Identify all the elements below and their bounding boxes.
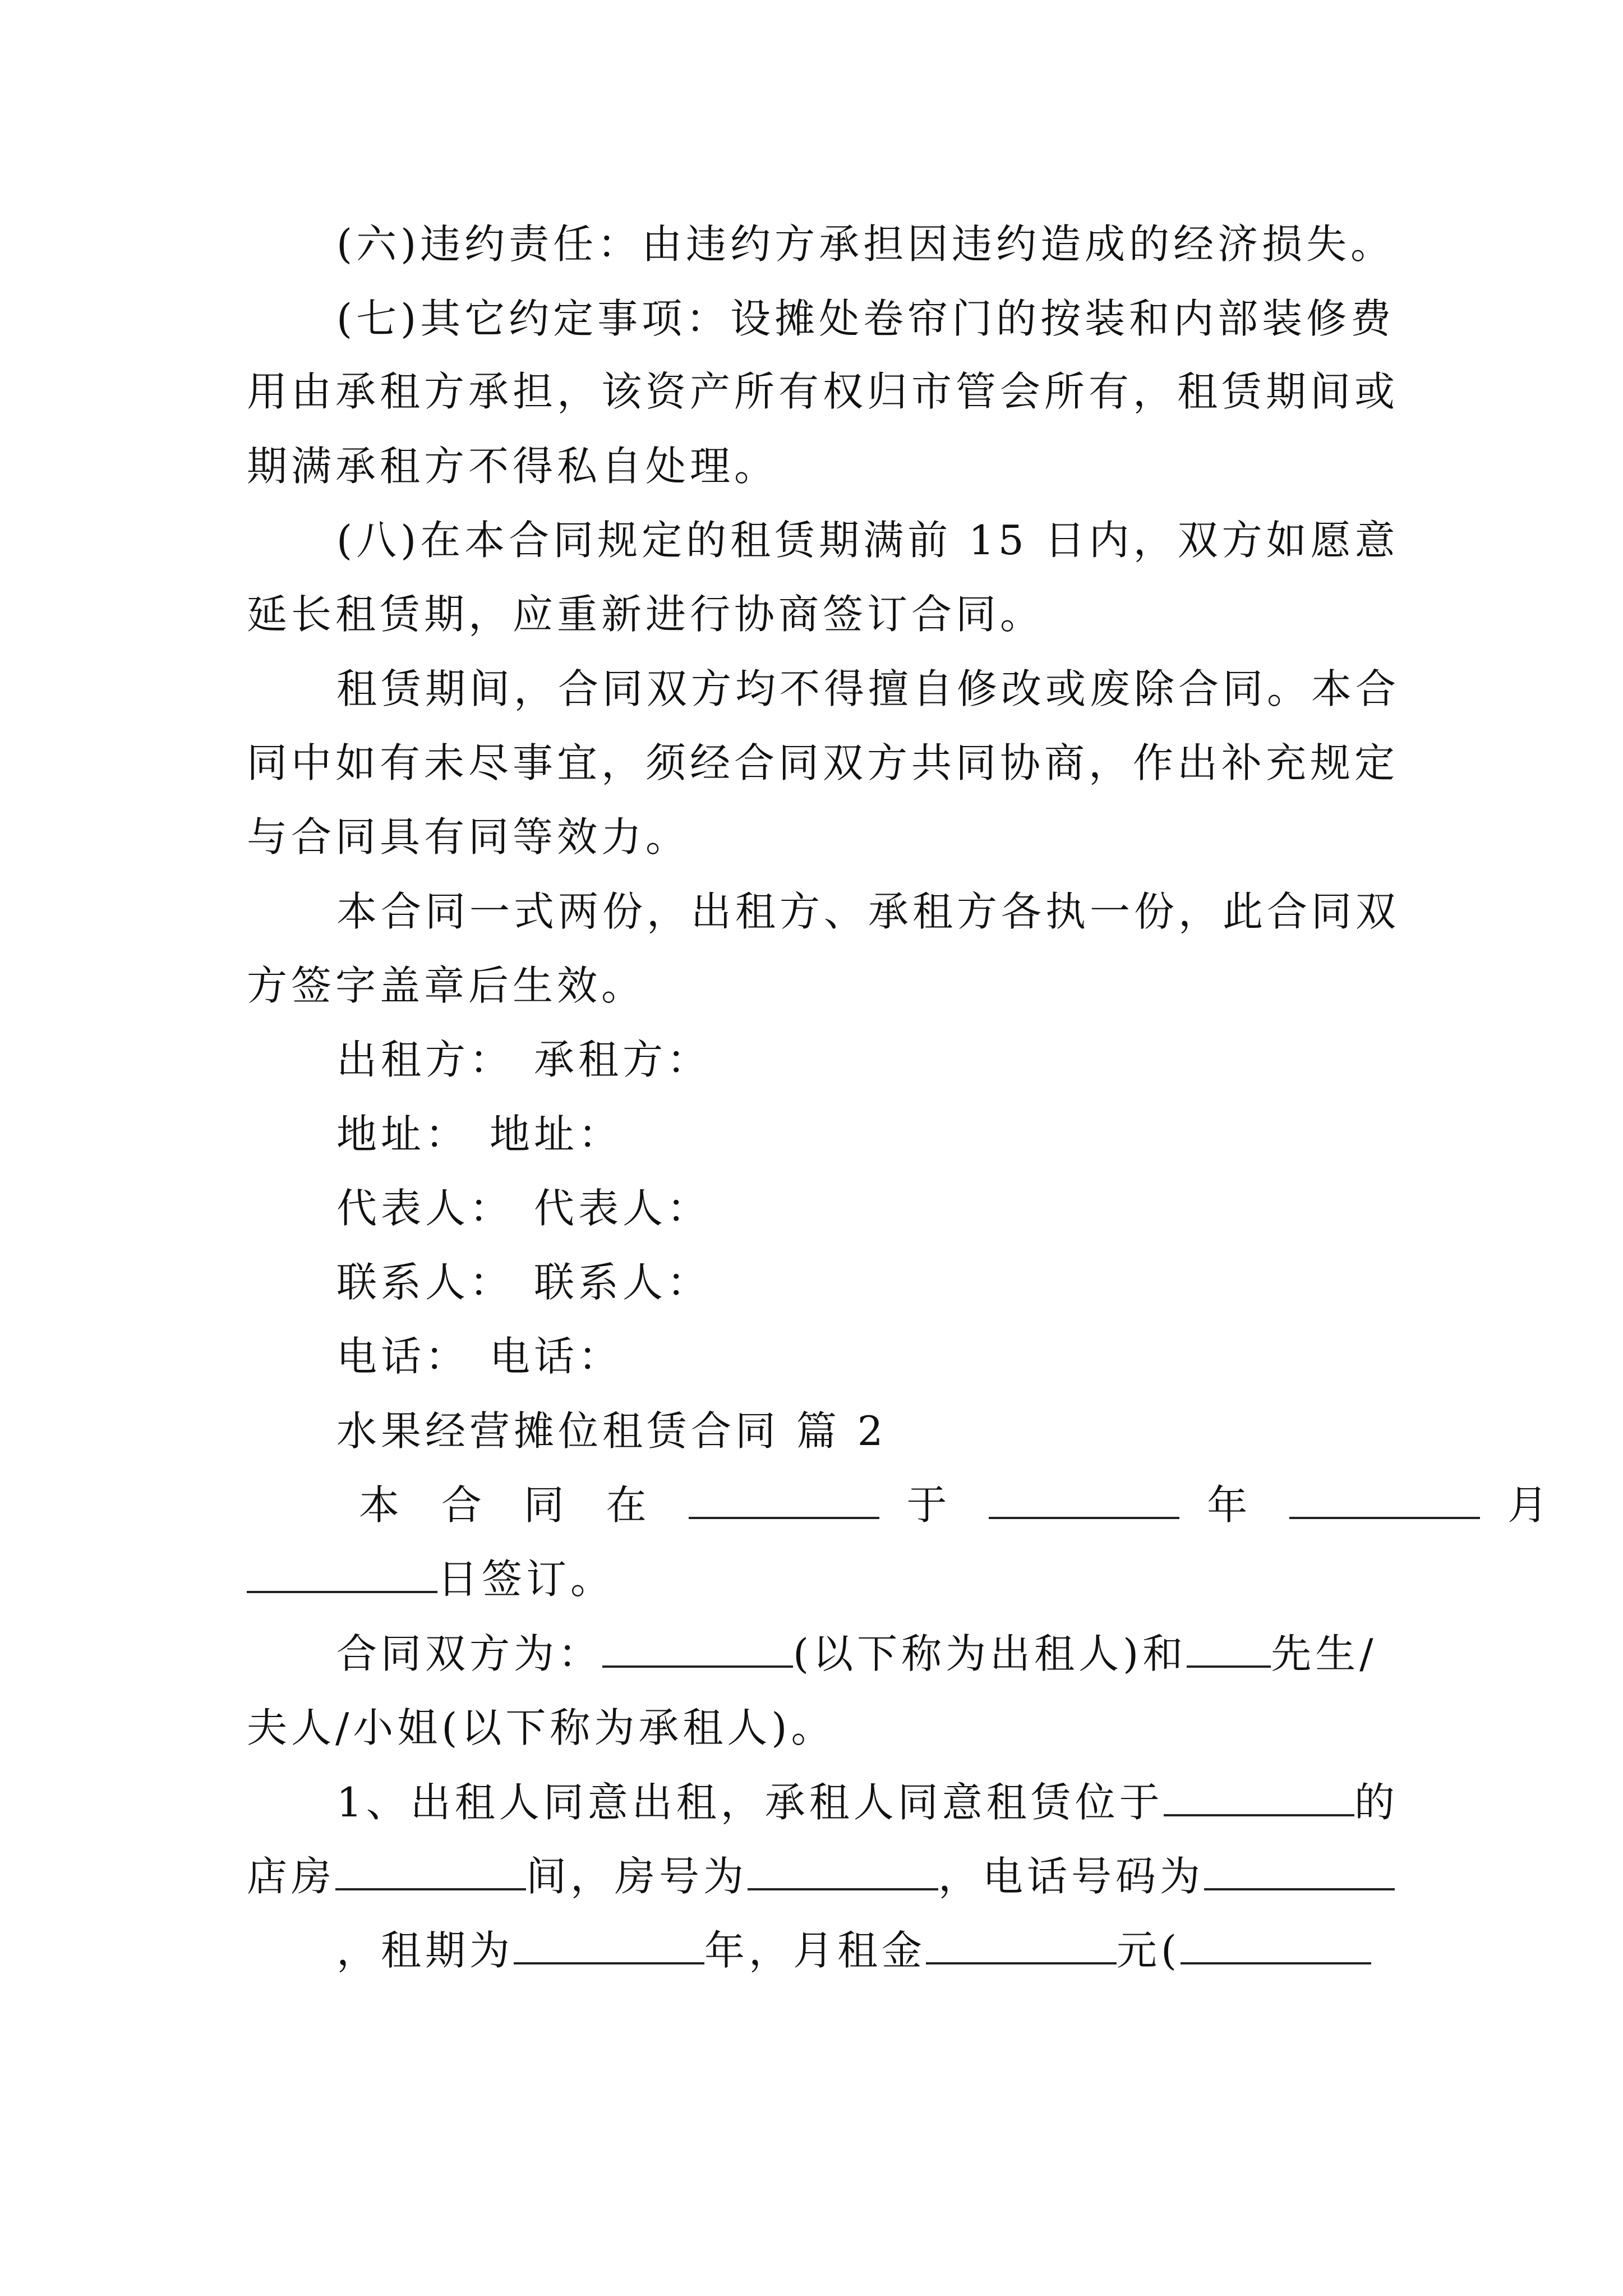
signing-day-blank [247,1555,437,1593]
lessee-name-blank [1187,1630,1271,1668]
lease-term-line-3: 与合同具有同等效力。 [247,813,690,861]
clause-7-line-2: 用由承租方承担，该资产所有权归市管会所有，租赁期间或 [247,368,1399,415]
item-1-text-c: 店房 [247,1853,336,1900]
clause-8-line-1: (八)在本合同规定的租赁期满前 15 日内，双方如愿意 [336,517,1399,564]
location-blank [1164,1778,1354,1816]
clause-7-line-3: 期满承租方不得私自处理。 [247,443,779,490]
signature-phone-row [336,1326,1396,1387]
item-1-text-h: 元( [1117,1927,1181,1974]
lessor-name-blank [602,1630,793,1668]
room-number-blank [748,1852,938,1890]
item-1-text-b: 的 [1354,1779,1399,1826]
clause-8-line-2: 延长租赁期，应重新进行协商签订合同。 [247,591,1045,638]
clause-7-line-1: (七)其它约定事项：设摊处卷帘门的按装和内部装修费 [336,295,1395,342]
signing-month-blank [1289,1481,1480,1519]
item-1-text-a: 1、出租人同意出租，承租人同意租赁位于 [336,1779,1164,1826]
lease-years-blank [514,1926,704,1964]
signature-address-row [336,1103,1396,1165]
signing-text-b: 于 [906,1481,962,1529]
signing-text-c: 年 [1207,1481,1262,1529]
item-1-text-d: 间，房号为 [526,1853,748,1900]
signature-lessor-row [336,1029,1396,1091]
lessor-address-label: 地址： [336,1111,470,1158]
lessor-phone-label: 电话： [336,1333,470,1380]
section-2-title: 水果经营摊位租赁合同 篇 2 [336,1407,887,1455]
lease-term-line-2: 同中如有未尽事宜，须经合同双方共同协商，作出补充规定 [247,739,1399,786]
item-1-text-f: ，租期为 [336,1927,514,1974]
lessor-label: 出租方： [336,1036,514,1083]
item-1-text-g: 年，月租金 [704,1927,926,1974]
signing-line-2 [247,1548,1396,1610]
parties-text-c: 先生/ [1271,1630,1377,1677]
parties-text-b: (以下称为出租人)和 [793,1630,1187,1677]
signature-contact-row [336,1251,1396,1313]
lessee-label: 承租方： [534,1036,712,1083]
copies-line-1: 本合同一式两份，出租方、承租方各执一份，此合同双 [336,888,1400,935]
signing-line-1 [359,1474,1563,1536]
clause-6: (六)违约责任：由违约方承担因违约造成的经济损失。 [336,220,1395,268]
item-1-line-1 [336,1772,1399,1833]
rent-in-words-blank [1181,1926,1371,1964]
parties-text-a: 合同双方为： [336,1630,603,1677]
signature-representative-row [336,1177,1396,1239]
signing-place-blank [689,1481,879,1519]
lessee-address-label: 地址： [490,1111,623,1158]
lessee-phone-label: 电话： [490,1333,623,1380]
lessor-contact-label: 联系人： [336,1259,514,1306]
rooms-blank [335,1852,526,1890]
item-1-text-e: ，电话号码为 [938,1853,1205,1900]
signing-year-blank [989,1481,1179,1519]
item-1-line-2 [247,1846,1396,1907]
lease-term-line-1: 租赁期间，合同双方均不得擅自修改或废除合同。本合 [336,665,1400,712]
lessor-representative-label: 代表人： [336,1185,514,1232]
parties-line-2: 夫人/小姐(以下称为承租人)。 [247,1704,836,1751]
parties-line-1 [336,1623,1396,1685]
monthly-rent-blank [926,1926,1117,1964]
lessee-representative-label: 代表人： [534,1185,712,1232]
item-1-line-3 [336,1920,1396,1981]
copies-line-2: 方签字盖章后生效。 [247,962,646,1009]
signing-text-a: 本 合 同 在 [359,1481,661,1529]
lessee-contact-label: 联系人： [534,1259,712,1306]
signing-text-e: 日签订。 [437,1556,615,1603]
phone-number-blank [1204,1852,1395,1890]
signing-text-d: 月 [1507,1481,1563,1529]
